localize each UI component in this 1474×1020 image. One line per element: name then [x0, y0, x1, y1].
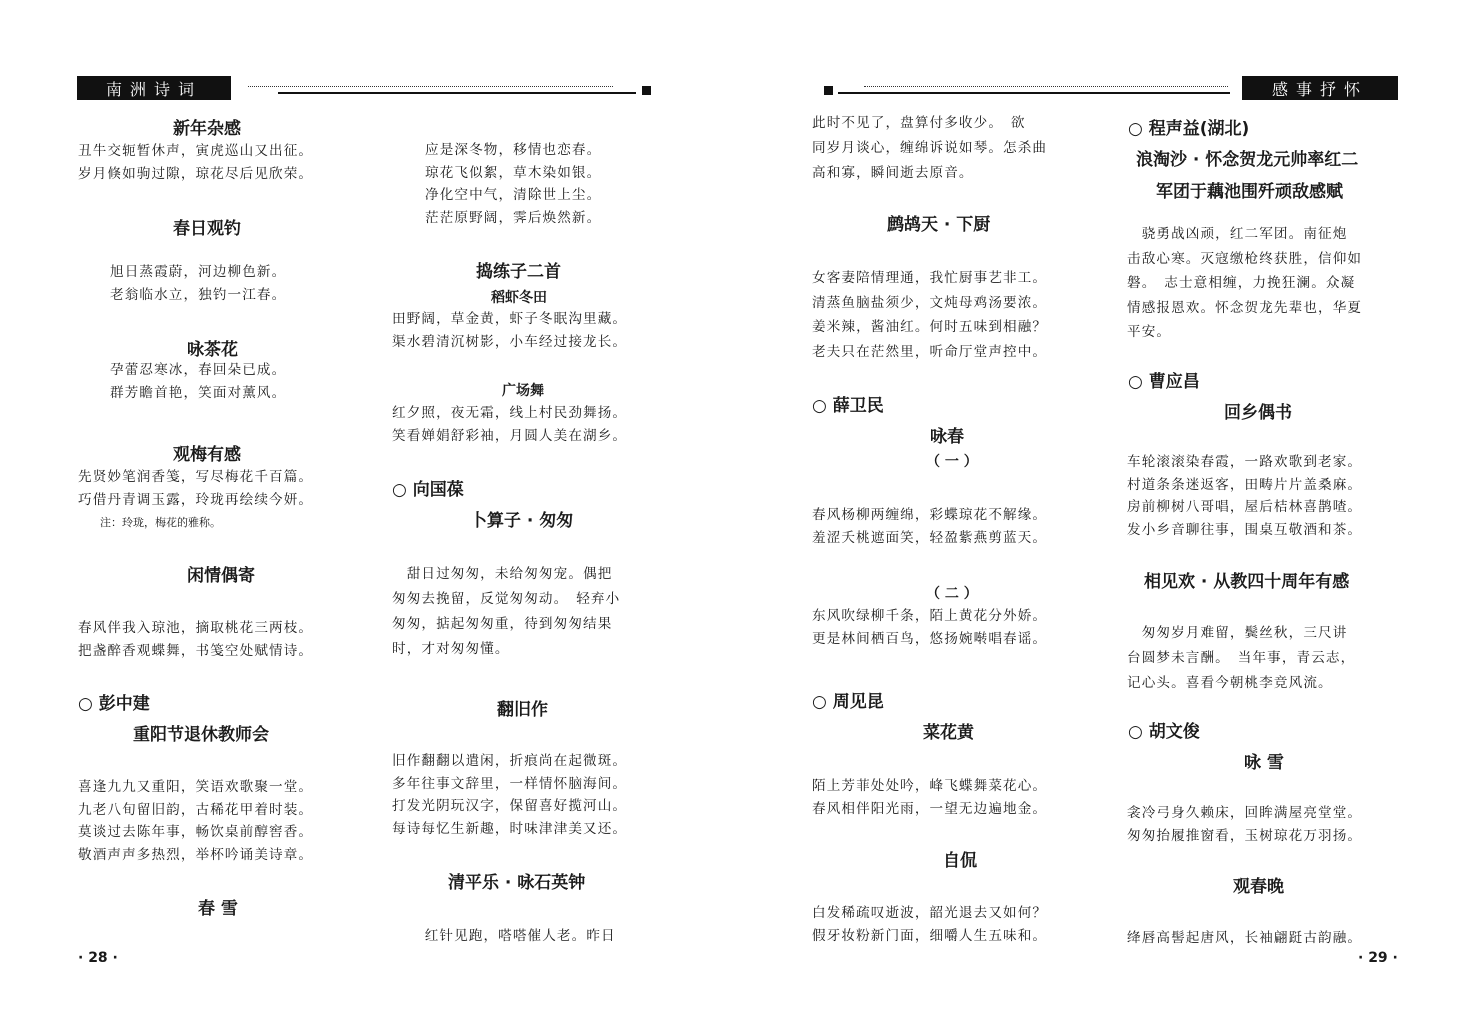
poem-body: 旧作翻翻以遣闲，折痕尚在起微斑。 多年往事文辞里，一样情怀脑海间。 打发光阴玩汉字，保留喜好揽河山。 每诗每忆生新趣，时味津津美又还。 — [392, 753, 628, 837]
poem-title: 春 雪 — [198, 899, 238, 919]
poem-body: 匆匆岁月难留，鬓丝秋，三尺讲 台圆梦未言酬。 当年事，青云志， 记心头。喜看今朝桃李竞风流。 — [1127, 625, 1356, 691]
left-header-title: 南洲诗词 — [77, 76, 231, 100]
poem-body: 丑牛交轭暂休声，寅虎巡山又出征。 岁月倏如驹过隙，琼花尽后见欣荣。 — [78, 143, 314, 182]
poem-title: 闲情偶寄 — [187, 566, 255, 586]
author-name: ○ 周见昆 — [812, 692, 884, 712]
poem-body: 旭日蒸霞蔚，河边柳色新。 老翁临水立，独钓一江春。 — [110, 264, 287, 303]
poem-title: 咏 雪 — [1244, 753, 1284, 773]
right-header-dotted-rule — [864, 86, 1228, 87]
poem-body: 孕蕾忍寒冰，春回朵已成。 群芳瞻首艳，笑面对薰风。 — [110, 362, 287, 401]
poem-title: 咏春 — [930, 427, 964, 447]
author-name: ○ 程声益(湖北) — [1128, 119, 1250, 139]
poem-title: 相见欢 · 从教四十周年有感 — [1144, 572, 1350, 592]
right-header-rule — [838, 92, 1230, 94]
poem-title: 重阳节退休教师会 — [133, 725, 269, 745]
poem-title: 自侃 — [943, 851, 977, 871]
poem-body: 春风杨柳两缠绵，彩蝶琼花不解缘。 羞涩夭桃遮面笑，轻盈紫燕剪蓝天。 — [812, 507, 1048, 546]
poem-title: 清平乐 · 咏石英钟 — [448, 873, 586, 893]
author-name: ○ 曹应昌 — [1128, 372, 1200, 392]
poem-body: 甜日过匆匆，未给匆匆宠。偶把 匆匆去挽留，反觉匆匆动。 轻弃小 匆匆，掂起匆匆重，待到匆匆结果 时，才对匆匆懂。 — [392, 566, 621, 657]
poem-body: 女客妻陪情理通，我忙厨事艺非工。 清蒸鱼脑盐须少，文炖母鸡汤要浓。 姜米辣，酱油红。何时五味到相融？ 老夫只在茫然里，听命厅堂声控中。 — [812, 270, 1048, 360]
poem-subtitle: （ 一 ） — [926, 454, 978, 470]
left-header-square — [642, 86, 651, 95]
poem-title: 观春晚 — [1233, 877, 1284, 897]
author-name: ○ 向国葆 — [392, 480, 464, 500]
poem-body: 东风吹绿柳千条，陌上黄花分外娇。 更是林间栖百鸟，悠扬婉啭唱春谣。 — [812, 608, 1048, 647]
poem-title: 翻旧作 — [497, 700, 548, 720]
poem-body: 白发稀疏叹逝波，韶光退去又如何？ 假牙妆粉新门面，细嚼人生五味和。 — [812, 905, 1048, 944]
poem-body: 田野阔，草金黄，虾子冬眠沟里藏。 渠水碧清沉树影，小车经过接龙长。 — [392, 311, 628, 350]
poem-title: 观梅有感 — [173, 445, 241, 465]
left-header-dotted-rule — [248, 86, 613, 87]
poem-body: 喜逢九九又重阳，笑语欢歌聚一堂。 九老八旬留旧韵，古稀花甲着时装。 莫谈过去陈年事，畅饮桌前醇窖香。 敬酒声声多热烈，举杯吟诵美诗章。 — [78, 779, 314, 863]
poem-body: 骁勇战凶顽，红二军团。南征炮 击敌心寒。灭寇缴枪终获胜，信仰如 磐。 志士意相缠，力挽狂澜。众凝 情感报恩欢。怀念贺龙先辈也，华夏 平安。 — [1127, 226, 1363, 340]
poem-subtitle: 稻虾冬田 — [491, 290, 547, 306]
poem-body: 红针见跑，嗒嗒催人老。昨日 — [410, 928, 616, 944]
author-name: ○ 彭中建 — [78, 694, 150, 714]
poem-body: 绛唇高髻起唐风，长袖翩跹古韵融。 — [1127, 930, 1363, 946]
page-number-right: · 29 · — [1358, 950, 1398, 966]
poem-title: 浪淘沙 · 怀念贺龙元帅率红二 — [1136, 150, 1359, 170]
poem-body: 陌上芳菲处处吟，峰飞蝶舞菜花心。 春风相伴阳光雨，一望无边遍地金。 — [812, 778, 1048, 817]
page-number-left: · 28 · — [78, 950, 118, 966]
author-name: ○ 薛卫民 — [812, 396, 884, 416]
left-header-rule — [278, 92, 636, 94]
poem-title: 捣练子二首 — [476, 262, 561, 282]
poem-title: 回乡偶书 — [1224, 403, 1292, 423]
poem-title: 春日观钓 — [173, 219, 241, 239]
poem-title: 鹧鸪天 · 下厨 — [887, 215, 991, 235]
poem-subtitle: （ 二 ） — [926, 586, 978, 602]
poem-body: 应是深冬物，移情也恋春。 琼花飞似絮，草木染如银。 净化空中气，清除世上尘。 茫茫原野阔，霁后焕然新。 — [425, 142, 602, 226]
poem-body: 红夕照，夜无霜，线上村民劲舞扬。 笑看婵娟舒彩袖，月圆人美在湖乡。 — [392, 405, 628, 444]
right-header-title: 感事抒怀 — [1242, 76, 1398, 100]
poem-title: 菜花黄 — [923, 723, 974, 743]
poem-body: 春风伴我入琼池，摘取桃花三两枝。 把盏醉香观蝶舞，书笺空处赋情诗。 — [78, 620, 314, 659]
poem-note: 注：玲珑，梅花的雅称。 — [100, 516, 221, 529]
poem-title: 咏茶花 — [187, 340, 238, 360]
poem-title: 新年杂感 — [173, 119, 241, 139]
poem-subtitle: 广场舞 — [502, 383, 544, 399]
author-name: ○ 胡文俊 — [1128, 722, 1200, 742]
poem-title: 卜算子 · 匆匆 — [470, 511, 574, 531]
poem-body: 此时不见了，盘算付多收少。 欲 同岁月谈心，缠绵诉说如琴。怎杀曲 高和寡，瞬间逝去原音。 — [812, 115, 1048, 181]
poem-body: 衾冷弓身久赖床，回眸满屋亮堂堂。 匆匆抬履推窗看，玉树琼花万羽扬。 — [1127, 805, 1363, 844]
poem-title-cont: 军团于藕池围歼顽敌感赋 — [1156, 182, 1343, 202]
poem-body: 先贤妙笔润香笺，写尽梅花千百篇。 巧借丹青调玉露，玲珑再绘续今妍。 — [78, 469, 314, 508]
right-header-square — [824, 86, 833, 95]
poem-body: 车轮滚滚染春霞，一路欢歌到老家。 村道条条迷返客，田畴片片盖桑麻。 房前柳树八哥唱，屋后桔林喜鹊喳。 发小乡音聊往事，围桌互敬酒和茶。 — [1127, 454, 1363, 538]
